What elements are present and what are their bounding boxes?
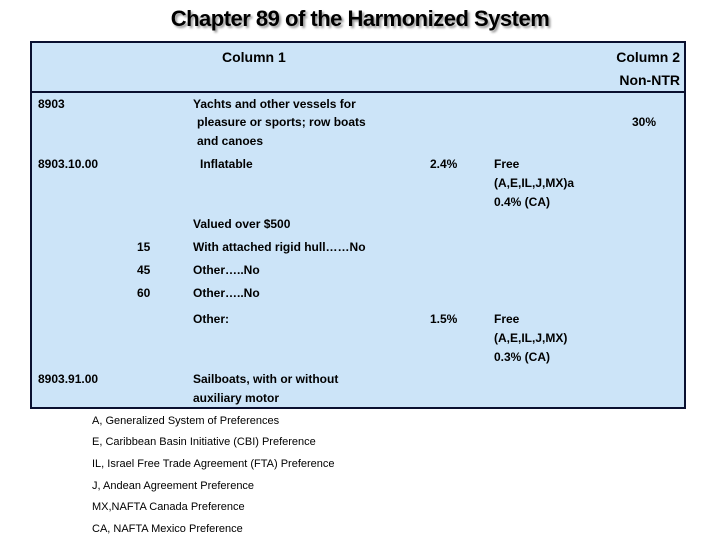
- row-desc: Other…..No: [193, 286, 260, 300]
- legend-note: MX,NAFTA Canada Preference: [92, 501, 245, 513]
- row-desc: and canoes: [197, 134, 264, 148]
- row-suffix: 60: [137, 286, 151, 300]
- row-code: 8903.91.00: [38, 372, 99, 386]
- row-code: 8903: [38, 97, 65, 111]
- row-desc: Other:: [193, 312, 229, 326]
- legend-note: J, Andean Agreement Preference: [92, 480, 255, 492]
- row-special-rate: 0.3% (CA): [494, 350, 551, 364]
- header-non-ntr: Non-NTR: [619, 72, 680, 88]
- row-desc: Inflatable: [200, 157, 253, 171]
- legend-note: E, Caribbean Basin Initiative (CBI) Preference: [92, 436, 316, 448]
- row-suffix: 15: [137, 240, 151, 254]
- row-col2-rate: 30%: [632, 115, 657, 129]
- row-special-rate: (A,E,IL,J,MX)a: [494, 176, 575, 190]
- row-desc: Sailboats, with or without: [193, 372, 339, 386]
- row-special-rate: Free: [494, 312, 520, 326]
- row-desc: Other…..No: [193, 263, 260, 277]
- header-column-2: Column 2: [616, 49, 680, 65]
- row-special-rate: (A,E,IL,J,MX): [494, 331, 568, 345]
- row-general-rate: 2.4%: [430, 157, 458, 171]
- row-desc: pleasure or sports; row boats: [197, 115, 366, 129]
- row-desc: Valued over $500: [193, 217, 291, 231]
- legend-note: IL, Israel Free Trade Agreement (FTA) Preference: [92, 458, 335, 470]
- tariff-table: [30, 41, 686, 409]
- header-divider: [32, 91, 684, 93]
- row-special-rate: 0.4% (CA): [494, 195, 551, 209]
- header-column-1: Column 1: [222, 49, 286, 65]
- row-desc: With attached rigid hull……No: [193, 240, 366, 254]
- row-general-rate: 1.5%: [430, 312, 458, 326]
- row-suffix: 45: [137, 263, 151, 277]
- legend-note: A, Generalized System of Preferences: [92, 415, 280, 427]
- row-special-rate: Free: [494, 157, 520, 171]
- row-code: 8903.10.00: [38, 157, 99, 171]
- row-desc: Yachts and other vessels for: [193, 97, 356, 111]
- row-desc: auxiliary motor: [193, 391, 280, 405]
- legend-note: CA, NAFTA Mexico Preference: [92, 523, 243, 535]
- page-title: Chapter 89 of the Harmonized System: [170, 6, 550, 31]
